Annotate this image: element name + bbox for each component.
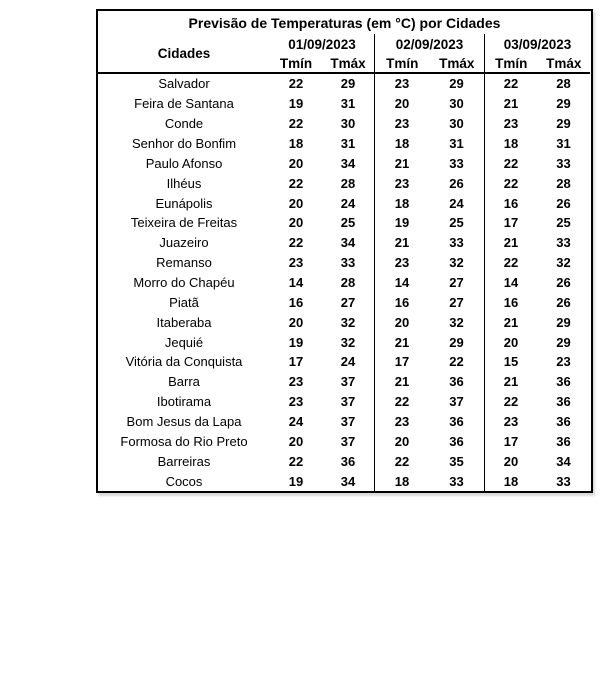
temp-value: 17 — [484, 431, 537, 451]
temp-value: 20 — [484, 332, 537, 352]
table-row — [98, 173, 591, 193]
temp-value: 16 — [484, 193, 537, 213]
table-row — [98, 292, 591, 312]
city-name: Feira de Santana — [134, 96, 234, 112]
tmin-header: Tmín — [495, 55, 528, 71]
tmin-header: Tmín — [386, 55, 419, 71]
temp-value: 18 — [484, 134, 537, 154]
subheader-row-2 — [375, 54, 484, 72]
subheader-row-1 — [270, 54, 374, 72]
temp-value: 33 — [556, 235, 571, 251]
city-name: Bom Jesus da Lapa — [126, 414, 242, 430]
temp-value: 37 — [340, 414, 356, 430]
city-name: Paulo Afonso — [145, 155, 223, 171]
temp-value: 20 — [288, 195, 304, 211]
temp-value: 33 — [556, 473, 571, 489]
temp-value: 22 — [288, 453, 304, 469]
temp-value: 20 — [288, 433, 304, 449]
temp-value: 20 — [374, 431, 429, 451]
temp-value: 19 — [288, 334, 304, 350]
temp-value: 23 — [288, 394, 304, 410]
temp-value: 23 — [288, 374, 304, 390]
temp-value: 29 — [449, 76, 464, 92]
temp-value: 21 — [484, 94, 537, 114]
table-row — [98, 74, 591, 94]
temp-value: 18 — [374, 134, 429, 154]
temp-value: 22 — [484, 173, 537, 193]
temp-value: 20 — [374, 312, 429, 332]
temp-value: 20 — [288, 155, 304, 171]
temp-value: 31 — [340, 136, 356, 151]
temp-value: 36 — [556, 394, 571, 410]
temp-value: 23 — [374, 412, 429, 432]
temp-value: 27 — [449, 275, 464, 291]
temp-value: 28 — [340, 275, 356, 291]
temp-value: 26 — [556, 294, 571, 310]
table-row — [98, 134, 591, 154]
table-row — [98, 352, 591, 372]
date-group-3 — [484, 34, 590, 74]
temp-value: 29 — [449, 334, 464, 350]
temp-value: 30 — [449, 96, 464, 112]
date-header-3: 03/09/2023 — [503, 36, 572, 52]
temp-value: 22 — [374, 451, 429, 471]
temp-value: 37 — [449, 394, 464, 410]
table-row — [98, 233, 591, 253]
temp-value: 22 — [484, 153, 537, 173]
temp-value: 22 — [288, 116, 304, 132]
temp-value: 23 — [374, 253, 429, 273]
city-column-header: Cidades — [98, 34, 270, 74]
temp-value: 22 — [374, 392, 429, 412]
temp-value: 32 — [449, 314, 464, 330]
temp-value: 29 — [556, 334, 571, 350]
table-row — [98, 94, 591, 114]
city-name: Cocos — [165, 473, 203, 489]
city-name: Barreiras — [157, 453, 211, 469]
temp-value: 34 — [340, 155, 356, 171]
temp-value: 23 — [556, 354, 571, 370]
temp-value: 23 — [288, 255, 304, 271]
temp-value: 22 — [288, 175, 304, 191]
temp-value: 22 — [484, 74, 537, 94]
table-row — [98, 332, 591, 352]
temp-value: 28 — [556, 76, 571, 92]
temp-value: 32 — [340, 334, 356, 350]
temp-value: 15 — [484, 352, 537, 372]
temp-value: 32 — [556, 255, 571, 271]
temp-value: 27 — [340, 294, 356, 310]
temp-value: 18 — [484, 471, 537, 491]
temp-value: 32 — [449, 255, 464, 271]
temp-value: 14 — [374, 273, 429, 293]
temp-value: 33 — [340, 255, 356, 271]
city-name: Jequié — [164, 334, 204, 350]
temp-value: 22 — [484, 253, 537, 273]
temp-value: 18 — [374, 193, 429, 213]
temp-value: 21 — [484, 233, 537, 253]
temp-value: 36 — [340, 453, 356, 469]
city-name: Salvador — [158, 76, 210, 92]
city-name: Morro do Chapéu — [133, 275, 235, 291]
temp-value: 17 — [484, 213, 537, 233]
temp-value: 26 — [449, 175, 464, 191]
temp-value: 33 — [449, 473, 464, 489]
temp-value: 34 — [340, 235, 356, 251]
temp-value: 25 — [556, 215, 571, 231]
temp-value: 21 — [374, 332, 429, 352]
temp-value: 37 — [340, 374, 356, 390]
temp-value: 34 — [340, 473, 356, 489]
temp-value: 20 — [484, 451, 537, 471]
temp-value: 22 — [288, 235, 304, 251]
table-row — [98, 412, 591, 432]
temp-value: 36 — [449, 433, 464, 449]
temp-value: 29 — [556, 116, 571, 132]
temp-value: 21 — [484, 372, 537, 392]
temp-value: 30 — [449, 116, 464, 132]
city-name: Remanso — [156, 255, 212, 271]
temp-value: 16 — [484, 292, 537, 312]
temp-value: 27 — [449, 294, 464, 310]
tmax-header: Tmáx — [330, 55, 366, 71]
temp-value: 16 — [288, 294, 304, 310]
table-row — [98, 392, 591, 412]
temp-value: 19 — [288, 96, 304, 112]
temp-value: 37 — [340, 433, 356, 449]
date-header-2: 02/09/2023 — [395, 36, 464, 52]
temp-value: 20 — [288, 215, 304, 231]
city-name: Senhor do Bonfim — [131, 136, 237, 151]
temp-value: 36 — [556, 433, 571, 449]
temp-value: 24 — [288, 414, 304, 430]
temp-value: 31 — [340, 96, 356, 112]
temp-value: 22 — [449, 354, 464, 370]
temp-value: 30 — [340, 116, 356, 132]
tmin-header: Tmín — [279, 55, 313, 71]
temp-value: 24 — [449, 195, 464, 211]
temp-value: 23 — [374, 173, 429, 193]
table-row — [98, 451, 591, 471]
table-title: Previsão de Temperaturas (em °C) por Cidades — [188, 14, 501, 31]
table-row — [98, 312, 591, 332]
table-row — [98, 153, 591, 173]
temp-value: 24 — [340, 195, 356, 211]
temp-value: 36 — [556, 414, 571, 430]
temp-value: 18 — [374, 471, 429, 491]
temp-value: 31 — [449, 136, 464, 151]
temp-value: 25 — [449, 215, 464, 231]
city-name: Formosa do Rio Preto — [120, 433, 248, 449]
temp-value: 33 — [449, 155, 464, 171]
temp-value: 23 — [484, 114, 537, 134]
subheader-row-3 — [485, 54, 590, 72]
city-name: Barra — [168, 374, 200, 390]
temp-value: 21 — [374, 153, 429, 173]
temp-value: 33 — [449, 235, 464, 251]
temp-value: 21 — [374, 233, 429, 253]
date-header-1: 01/09/2023 — [288, 36, 356, 52]
temp-value: 17 — [374, 352, 429, 372]
city-name: Conde — [164, 116, 204, 132]
temp-value: 20 — [288, 314, 304, 330]
temp-value: 35 — [449, 453, 464, 469]
temp-value: 28 — [556, 175, 571, 191]
temp-value: 36 — [449, 374, 464, 390]
temp-value: 14 — [484, 273, 537, 293]
date-group-2 — [374, 34, 484, 74]
temp-value: 31 — [556, 136, 571, 151]
table-row — [98, 114, 591, 134]
temp-value: 19 — [374, 213, 429, 233]
temp-value: 22 — [288, 76, 304, 92]
temp-value: 29 — [340, 76, 356, 92]
tmax-header: Tmáx — [439, 55, 475, 71]
city-name: Juazeiro — [159, 235, 209, 251]
temp-value: 21 — [484, 312, 537, 332]
table-row — [98, 193, 591, 213]
temperature-table — [96, 9, 593, 493]
temp-value: 17 — [288, 354, 304, 370]
temp-value: 28 — [340, 175, 356, 191]
temp-value: 29 — [556, 314, 571, 330]
temp-value: 29 — [556, 96, 571, 112]
city-name: Ilhéus — [166, 175, 202, 191]
temp-value: 22 — [484, 392, 537, 412]
table-header — [98, 34, 591, 74]
temp-value: 25 — [340, 215, 356, 231]
city-name: Piatã — [169, 294, 199, 310]
temp-value: 23 — [484, 412, 537, 432]
temp-value: 33 — [556, 155, 571, 171]
tmax-header: Tmáx — [546, 55, 582, 71]
city-name: Teixeira de Freitas — [130, 215, 238, 231]
temp-value: 19 — [288, 473, 304, 489]
table-row — [98, 213, 591, 233]
table-row — [98, 273, 591, 293]
temp-value: 18 — [288, 136, 304, 151]
temp-value: 21 — [374, 372, 429, 392]
temp-value: 24 — [340, 354, 356, 370]
temp-value: 34 — [556, 453, 571, 469]
city-name: Itaberaba — [156, 314, 212, 330]
table-row — [98, 471, 591, 491]
temp-value: 23 — [374, 74, 429, 94]
temp-value: 37 — [340, 394, 356, 410]
temp-value: 14 — [288, 275, 304, 291]
temp-value: 36 — [556, 374, 571, 390]
temp-value: 32 — [340, 314, 356, 330]
table-body — [98, 74, 591, 491]
temp-value: 20 — [374, 94, 429, 114]
city-name: Vitória da Conquista — [125, 354, 243, 370]
temp-value: 26 — [556, 275, 571, 291]
temp-value: 26 — [556, 195, 571, 211]
city-name: Eunápolis — [155, 195, 213, 211]
table-row — [98, 372, 591, 392]
temp-value: 16 — [374, 292, 429, 312]
table-row — [98, 253, 591, 273]
temp-value: 23 — [374, 114, 429, 134]
date-group-1 — [270, 34, 374, 74]
temp-value: 36 — [449, 414, 464, 430]
city-name: Ibotirama — [156, 394, 212, 410]
table-row — [98, 431, 591, 451]
